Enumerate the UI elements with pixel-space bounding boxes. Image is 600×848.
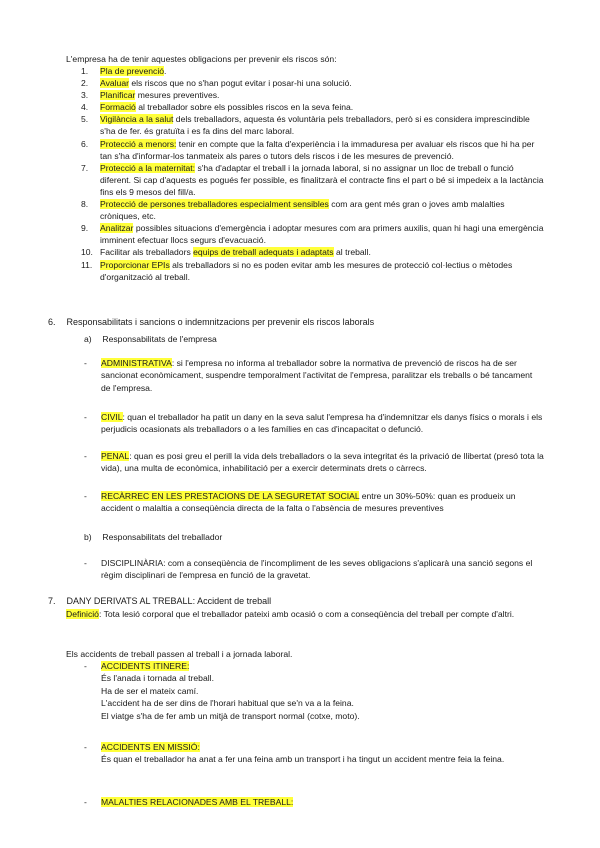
obligation-number: 4. bbox=[81, 102, 89, 113]
item-text: entre un 30%-50%: quan es produeix un accident o malaltia a conseqüència directa de la falta o l'absència de mesures preventives bbox=[101, 491, 516, 514]
malalties-label: MALALTIES RELACIONADES AMB EL TREBALL: bbox=[101, 797, 294, 807]
item-text: DISCIPLINÀRIA: com a conseqüència de l'incompliment de les seves obligacions s'aplicarà una sanció segons el règim disciplinari de l'empresa en funció de la gravetat. bbox=[101, 558, 533, 581]
item-highlight: ADMINISTRATIVA bbox=[101, 358, 172, 368]
subsection-a-heading: a) Responsabilitats de l'empresa bbox=[84, 334, 217, 344]
accident-type-malalties: - MALALTIES RELACIONADES AMB EL TREBALL: bbox=[84, 797, 294, 807]
obligation-highlight: Analitzar bbox=[100, 223, 134, 234]
section-6-title: Responsabilitats i sancions o indemnitzacions per prevenir els riscos laborals bbox=[66, 317, 375, 327]
obligation-highlight: Protecció de persones treballadores especialment sensibles bbox=[100, 199, 329, 210]
obligation-text: . bbox=[164, 66, 167, 76]
obligation-text: possibles situacions d'emergència i adoptar mesures com ara primers auxilis, quan hi hagi una emergència imminent efectuar llocs segurs d'evacuació. bbox=[100, 223, 544, 246]
obligation-item bbox=[81, 65, 545, 77]
section-7-title: DANY DERIVATS AL TREBALL: Accident de treball bbox=[66, 596, 272, 606]
definition-text: : Tota lesió corporal que el treballador pateixi amb ocasió o com a conseqüència del treball per compte d'altri. bbox=[98, 609, 515, 619]
item-highlight: CIVIL bbox=[101, 412, 123, 422]
itinere-label: ACCIDENTS ITINERE: bbox=[101, 661, 190, 671]
obligation-number: 5. bbox=[81, 114, 89, 125]
obligation-number: 6. bbox=[81, 138, 89, 149]
obligation-prefix: Facilitar als treballadors bbox=[100, 247, 194, 258]
obligation-text: dels treballadors, aquesta és voluntària pels treballadors, però si es considera imprescindible s'ha de fer. és gratuïta i es fa dins del marc laboral. bbox=[100, 114, 530, 137]
itinere-line: L'accident ha de ser dins de l'horari habitual que se'n va a la feina. bbox=[101, 698, 354, 709]
obligation-number: 1. bbox=[81, 66, 89, 76]
obligation-highlight: equips de treball adequats i adaptats bbox=[193, 247, 334, 258]
accidents-intro: Els accidents de treball passen al treball i a jornada laboral. bbox=[66, 649, 293, 659]
obligation-highlight: Pla de prevenció bbox=[100, 66, 165, 76]
item-text: : quan el treballador ha patit un dany en la seva salut l'empresa ha d'indemnitzar els danys físics o morals i els perjudicis ocasionats als treballadors o a les famílies en cas d'incapacitat o defunció. bbox=[101, 412, 543, 435]
item-highlight: PENAL bbox=[101, 451, 130, 461]
obligation-number: 2. bbox=[81, 78, 89, 89]
section-6-heading: 6. Responsabilitats i sancions o indemnitzacions per prevenir els riscos laborals bbox=[48, 317, 375, 327]
obligation-item bbox=[81, 222, 545, 246]
responsibility-item: - DISCIPLINÀRIA: com a conseqüència de l'incompliment de les seves obligacions s'aplicarà una sanció segons el règim disciplinari de l'empresa en funció de la gravetat. bbox=[84, 557, 544, 582]
itinere-line: És l'anada i tornada al treball. bbox=[101, 673, 214, 684]
obligation-item bbox=[81, 198, 545, 222]
item-highlight: RECÀRREC EN LES PRESTACIONS DE LA SEGURETAT SOCIAL bbox=[101, 491, 360, 501]
accident-type-itinere: - ACCIDENTS ITINERE: És l'anada i tornada al treball. Ha de ser el mateix camí. L'accident ha de ser dins de l'horari habitual que se'n va a la feina. El viatge s'ha de fer amb un mitjà de transport normal (cotxe, moto). bbox=[84, 661, 360, 721]
item-text: : si l'empresa no informa al treballador sobre la normativa de prevenció de riscos ha de ser sancionat econòmicament, suspendre temporalment l'activitat de l'empresa, paralitzar els treballs o bé tancament de l'empresa. bbox=[101, 358, 533, 393]
obligation-text: als treballadors si no es poden evitar amb les mesures de protecció col·lectius o mètodes d'organització al treball. bbox=[100, 259, 513, 282]
itinere-line: Ha de ser el mateix camí. bbox=[101, 685, 199, 696]
obligation-number: 7. bbox=[81, 162, 89, 173]
obligation-item bbox=[81, 101, 545, 113]
obligation-number: 8. bbox=[81, 199, 89, 210]
obligation-item bbox=[81, 113, 545, 137]
obligation-highlight: Proporcionar EPIs bbox=[100, 259, 170, 270]
obligation-number: 9. bbox=[81, 223, 89, 234]
obligation-item bbox=[81, 259, 545, 283]
responsibility-item: - CIVIL: quan el treballador ha patit un dany en la seva salut l'empresa ha d'indemnitzar els danys físics o morals i els perjudicis ocasionats als treballadors o a les famílies en cas d'incapacitat o defunció. bbox=[84, 412, 543, 435]
subsection-b-label: Responsabilitats del treballador bbox=[102, 532, 223, 542]
responsibility-item: - PENAL: quan es posi greu el perill la vida dels treballadors o la seva integritat és la privació de llibertat (presó tota la vida), una multa de econòmica, inhabilitació per a exercir determinats drets o càrrecs. bbox=[84, 451, 544, 474]
definition-label: Definició bbox=[66, 609, 99, 619]
obligation-number: 10. bbox=[81, 247, 93, 258]
missio-label: ACCIDENTS EN MISSIÓ: bbox=[101, 742, 200, 752]
obligation-item bbox=[81, 246, 545, 258]
obligation-item bbox=[81, 138, 545, 162]
obligation-highlight: Avaluar bbox=[100, 78, 129, 89]
subsection-a-label: Responsabilitats de l'empresa bbox=[102, 334, 217, 344]
obligation-item bbox=[81, 77, 545, 89]
item-text: : quan es posi greu el perill la vida dels treballadors o la seva integritat és la privació de llibertat (presó tota la vida), una multa de econòmica, inhabilitació per a exercir determinats drets o càrrecs. bbox=[101, 451, 544, 474]
obligation-number: 11. bbox=[81, 259, 93, 270]
obligation-text: mesures preventives. bbox=[135, 90, 220, 101]
obligation-highlight: Formació bbox=[100, 102, 136, 113]
obligation-highlight: Protecció a la maternitat: bbox=[100, 162, 196, 173]
obligation-item bbox=[81, 162, 545, 198]
obligation-text: al treball. bbox=[333, 247, 371, 258]
responsibility-item: - ADMINISTRATIVA: si l'empresa no informa al treballador sobre la normativa de prevenció de riscos ha de ser sancionat econòmicament, suspendre temporalment l'activitat de l'empresa, paralitzar els treballs o bé tancament de l'empresa. bbox=[84, 358, 533, 393]
definition bbox=[66, 608, 546, 620]
obligations-list bbox=[81, 65, 545, 283]
obligation-text: els riscos que no s'han pogut evitar i posar-hi una solució. bbox=[128, 78, 352, 89]
obligation-item bbox=[81, 89, 545, 101]
obligation-highlight: Planificar bbox=[100, 90, 136, 101]
responsibility-item: - RECÀRREC EN LES PRESTACIONS DE LA SEGURETAT SOCIAL entre un 30%-50%: quan es produeix un accident o malaltia a conseqüència directa de la falta o l'absència de mesures preventives bbox=[84, 491, 516, 514]
obligation-highlight: Vigilància a la salut bbox=[100, 114, 174, 125]
intro-text: L'empresa ha de tenir aquestes obligacions per prevenir els riscos són: bbox=[66, 54, 337, 64]
missio-text: És quan el treballador ha anat a fer una feina amb un transport i ha tingut un accident mentre feia la feina. bbox=[101, 754, 505, 765]
obligation-text: tenir en compte que la falta d'experiència i la immaduresa per avaluar els riscos que hi ha per tan s'ha d'informar-los tanmateix als pares o tutors dels riscos i de les mesures de prevenció. bbox=[100, 138, 535, 161]
obligation-text: al treballador sobre els possibles riscos en la seva feina. bbox=[135, 102, 354, 113]
obligation-text: com ara gent més gran o joves amb malalties cròniques, etc. bbox=[100, 199, 505, 222]
obligation-text: s'ha d'adaptar el treball i la jornada laboral, si no assignar un lloc de treball o funció diferent. Si cap d'aquests es pogués fer possible, es finalitzarà el contracte fins el part o bé si impedeix a la lactància fins els 9 mesos del fill/a. bbox=[100, 162, 544, 197]
obligation-number: 3. bbox=[81, 90, 89, 101]
section-7-heading: 7. DANY DERIVATS AL TREBALL: Accident de treball bbox=[48, 596, 272, 606]
obligation-highlight: Protecció a menors: bbox=[100, 138, 177, 149]
subsection-b-heading: b) Responsabilitats del treballador bbox=[84, 532, 223, 542]
itinere-line: El viatge s'ha de fer amb un mitjà de transport normal (cotxe, moto). bbox=[101, 710, 360, 721]
accident-type-missio: - ACCIDENTS EN MISSIÓ: És quan el treballador ha anat a fer una feina amb un transport i ha tingut un accident mentre feia la feina. bbox=[84, 742, 505, 765]
